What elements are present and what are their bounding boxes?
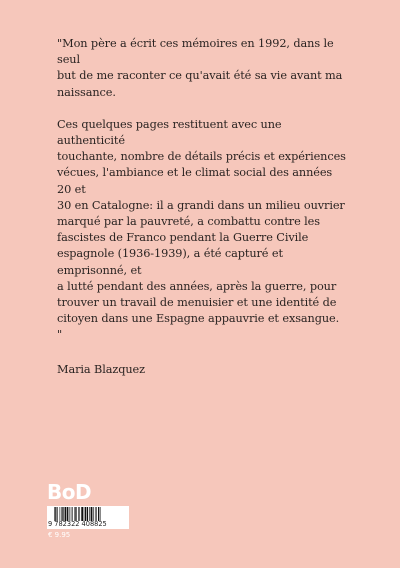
quote-paragraph-1: "Mon père a écrit ces mémoires en 1992, dans le seul but de me raconter ce qu'avait été sa vie avant ma naissance. [57,37,343,99]
barcode-digits: 9 782322 408825 [48,520,107,528]
back-cover-text [57,36,347,378]
price-label: € 9.95 [48,531,71,539]
author-signature: Maria Blazquez [57,362,145,376]
isbn-barcode [47,506,129,529]
quote-paragraph-2: Ces quelques pages restituent avec une authenticité touchante, nombre de détails précis et expériences vécues, l'ambiance et le climat social des années 20 et 30 en Catalogne: il a grandi dans un milieu ouvrier marqué par la pauvreté, a combattu contre les fascistes de Franco pendant la Guerre Civile espagnole (1936-1939), a été capturé et emprisonné, et a lutté pendant des années, après la guerre, pour trouver un travail de menuisier et une identité de citoyen dans une Espagne appauvrie et exsangue. " [57,117,346,342]
bod-logo: BoD [47,480,92,504]
publisher-block [47,480,147,504]
barcode-bars-icon [54,507,127,521]
